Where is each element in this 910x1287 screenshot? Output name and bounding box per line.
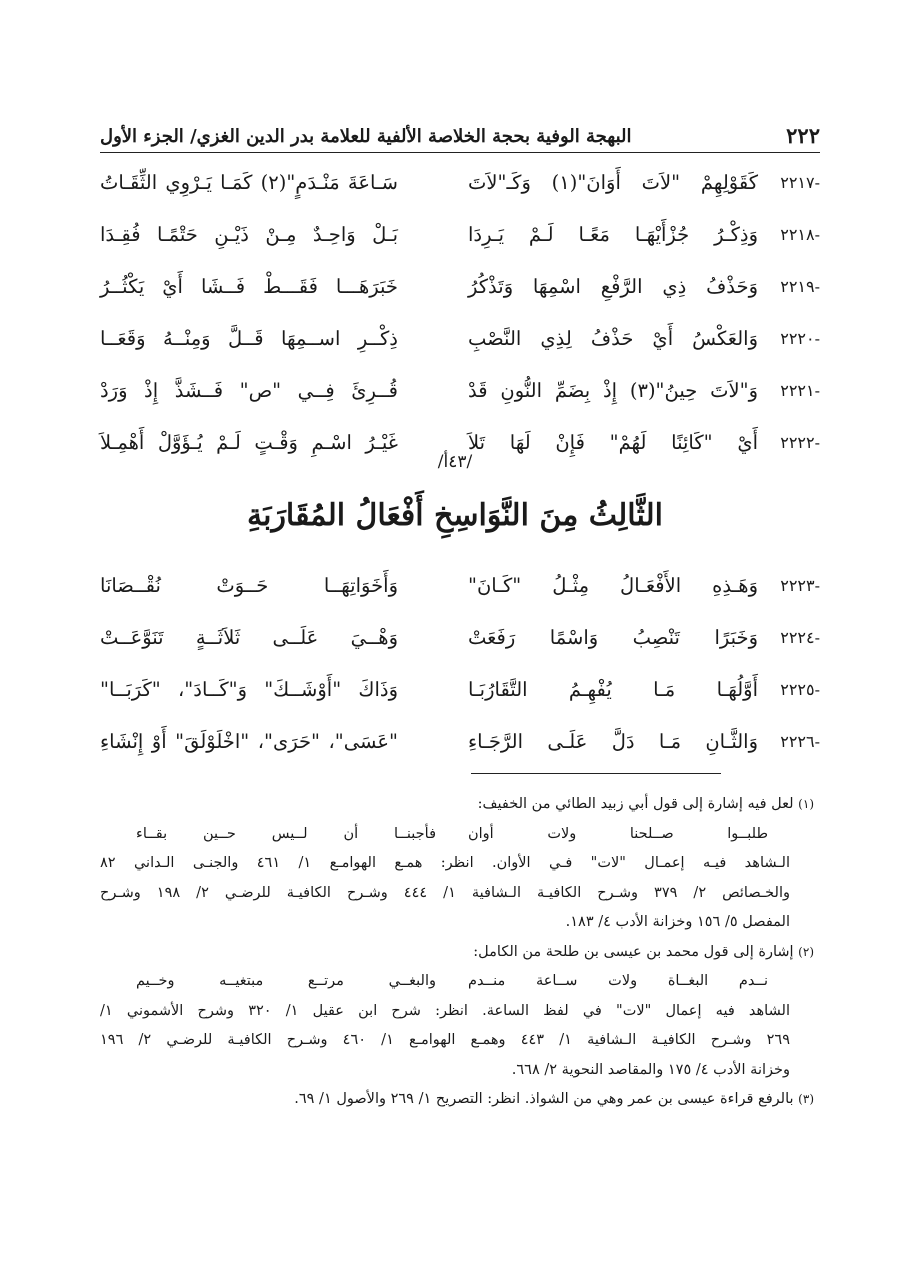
first-hemistich: كَقَوْلِهِمْ "لاَتَ أَوَانَ"(١) وَكَـ"لاَتَ [468, 171, 759, 194]
footnote-text: بالرفع قراءة عيسى بن عمر وهي من الشواذ. انظر: التصريح ١/ ٢٦٩ والأصول ١/ ٦٩. [294, 1091, 794, 1107]
verse-number: ٢٢١٧- [780, 173, 820, 192]
first-hemistich: أَوَّلُهَـا مَـا يُفْهِـمُ التَّقَارُبَـا [468, 678, 758, 701]
verse-block-1 [100, 165, 820, 477]
second-hemistich: سَـاعَةَ مَنْـدَمٍ"(٢) كَمَـا يَـرْوِي الثِّقَـاتُ [100, 171, 398, 194]
first-hemistich: وَذِكْـرُ جُزْأَيْهَـا مَعًـا لَـمْ يَـرِدَا [468, 223, 758, 246]
second-hemistich: "عَسَى"، "حَرَى"، "اخْلَوْلَقَ" أَوْ إِنْشَاءِ [100, 730, 398, 753]
first-hemistich: وَالعَكْسُ أَيْ حَذْفُ لِذِي النَّصْبِ [468, 327, 758, 350]
footnote-3 [100, 1085, 820, 1115]
second-hemistich: وَهْــيَ عَلَــى ثَلاَثَــةٍ تَنَوَّعَــتْ [100, 626, 398, 649]
second-hemistich: بَـلْ وَاحِـدٌ مِـنْ ذَيْـنِ حَتْمًـا فُقِـدَا [100, 223, 398, 246]
running-title: البهجة الوفية بحجة الخلاصة الألفية للعلامة بدر الدين الغزي/ الجزء الأول [100, 126, 632, 147]
verse-block-2 [100, 568, 820, 776]
second-hemistich: وَأَخَوَاتِهَــا حَــوَتْ نُقْــصَانَا [100, 574, 398, 597]
verse-line [100, 165, 820, 217]
footnote-text: لعل فيه إشارة إلى قول أبي زبيد الطائي من الخفيف: [477, 796, 794, 812]
first-hemistich: وَالثَّـانِ مَـا دَلَّ عَلَـى الرَّجَـاءِ [468, 730, 758, 753]
second-hemistich: وَذَاكَ "أَوْشَــكَ" وَ"كَــادَ"، "كَرَبَــا" [100, 678, 398, 701]
chapter-title: الثَّالِثُ مِنَ النَّوَاسِخِ أَفْعَالُ المُقَارَبَةِ [247, 498, 663, 533]
verse-line [100, 620, 820, 672]
footnote-1-intro [100, 790, 820, 820]
verse-number: ٢٢٢٦- [780, 732, 820, 751]
verse-number: ٢٢٢٢- [780, 433, 820, 452]
footnote-marker: (١) [798, 797, 814, 811]
poem-hemistich: طلبــوا صــلحنا ولات أوان [468, 825, 768, 842]
manuscript-folio-reference: /٤٣أ/ [437, 452, 473, 472]
verse-line [100, 568, 820, 620]
verse-line [100, 269, 820, 321]
poem-hemistich: والبغــي مرتــع مبتغيــه وخــيم [136, 973, 436, 989]
poem-hemistich: نــدم البغــاة ولات ســاعة منــدم [468, 973, 768, 989]
footnote-line: وخزانة الأدب ٤/ ١٧٥ والمقاصد النحوية ٢/ ٦٦٨. [511, 1061, 790, 1078]
footnote-line: ٢٦٩ وشـرح الكافيـة الـشافية ١/ ٤٤٣ وهمـع الهوامـع ١/ ٤٦٠ وشـرح الكافيـة للرضـي ٢/ ١٩٦ [100, 1032, 791, 1048]
verse-number: ٢٢٢٣- [780, 576, 820, 595]
verse-number: ٢٢١٩- [780, 277, 820, 296]
second-hemistich: غَيْـرُ اسْـمِ وَقْـتٍ لَـمْ يُـؤَوَّلْ أَهْمِـلاَ [100, 431, 398, 454]
running-header [100, 118, 820, 153]
first-hemistich: وَحَذْفُ ذِي الرَّفْعِ اسْمِهَا وَتَذْكُرُ [468, 275, 758, 298]
first-hemistich: وَهَـذِهِ الأَفْعَـالُ مِثْـلُ "كَـانَ" [468, 574, 758, 597]
footnote-line: المفصل ٥/ ١٥٦ وخزانة الأدب ٤/ ١٨٣. [565, 914, 790, 930]
first-hemistich: أَيْ "كَائِنًا لَهُمْ" فَإِنْ لَهَا تَلاَ [468, 431, 758, 454]
footnotes [100, 790, 820, 1115]
verse-number: ٢٢٢٥- [780, 680, 820, 699]
first-hemistich: وَخَبَرًا تَنْصِبُ وَاسْمًا رَفَعَتْ [468, 626, 758, 649]
footnote-text: إشارة إلى قول محمد بن عيسى بن طلحة من الكامل: [473, 943, 794, 960]
verse-line [100, 321, 820, 373]
page-number: ٢٢٢ [786, 123, 820, 148]
footnote-2-poem [100, 967, 820, 997]
verse-number: ٢٢٢٤- [780, 628, 820, 647]
verse-line [100, 217, 820, 269]
footnote-1-poem [100, 820, 820, 850]
footnote-line: الـشاهد فيـه إعمـال "لات" فـي الأوان. انظر: همـع الهوامـع ١/ ٤٦١ والجنـى الـداني ٨٢ [100, 855, 790, 871]
verse-number: ٢٢١٨- [780, 225, 820, 244]
footnote-2-intro [100, 938, 820, 968]
poem-hemistich: فأجبنــا أن لــيس حــين بقــاء [136, 825, 436, 842]
second-hemistich: قُــرِئَ فِــي "ص" فَــشَذَّ إِذْ وَرَدْ [100, 379, 398, 402]
second-hemistich: ذِكْــرِ اســمِهَا قَــلَّ وَمِنْــهُ وَقَعَــا [100, 327, 398, 350]
footnote-marker: (٣) [798, 1092, 814, 1106]
footnote-marker: (٢) [798, 944, 814, 959]
footnote-divider [471, 773, 721, 774]
second-hemistich: خَبَرَهَـــا فَقَـــطْ فَــشَا أَيْ يَكْثُــرُ [100, 275, 398, 298]
footnote-line: والخـصائص ٢/ ٣٧٩ وشـرح الكافيـة الـشافية ١/ ٤٤٤ وشـرح الكافيـة للرضـي ٢/ ١٩٨ وشـرح [100, 884, 790, 901]
verse-line [100, 672, 820, 724]
footnote-line: الشاهد فيه إعمال "لات" في لفظ الساعة. انظر: شرح ابن عقيل ١/ ٣٢٠ وشرح الأشموني ١/ [100, 1002, 790, 1019]
verse-line [100, 724, 820, 776]
verse-number: ٢٢٢١- [780, 381, 820, 400]
verse-line [100, 373, 820, 425]
verse-number: ٢٢٢٠- [780, 329, 820, 348]
first-hemistich: وَ"لاَتَ حِينُ"(٣) إِذْ بِضَمِّ النُّونِ قَدْ [468, 379, 758, 402]
